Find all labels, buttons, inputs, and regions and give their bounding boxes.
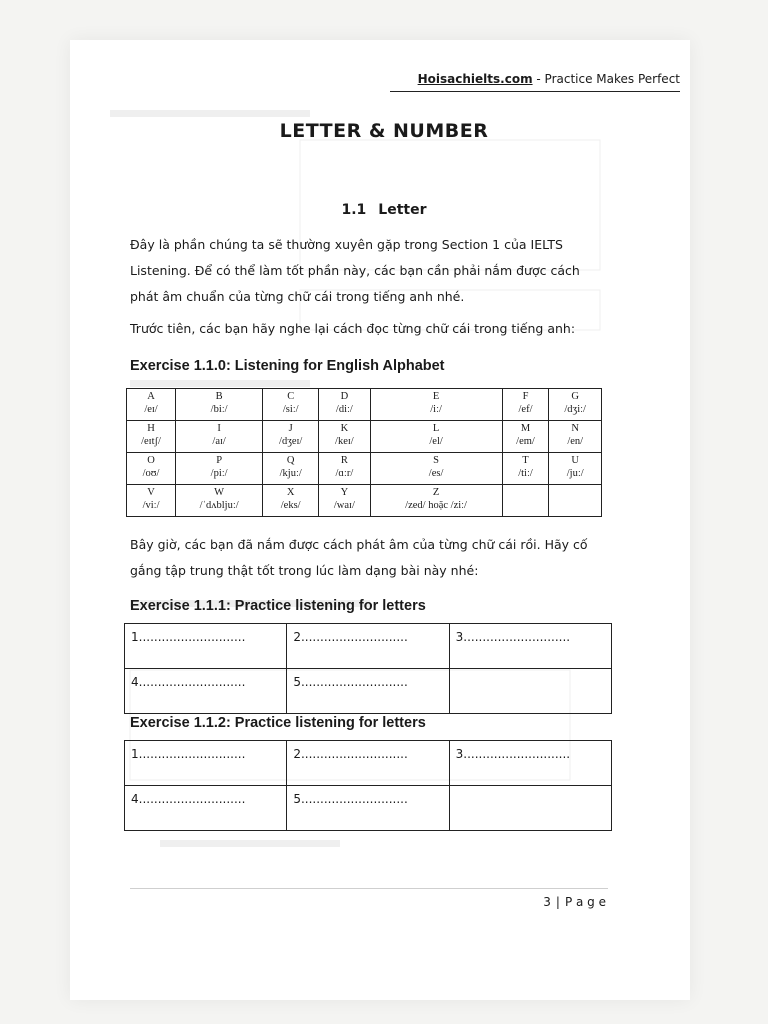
alphabet-letter: H bbox=[147, 423, 155, 434]
alphabet-cell bbox=[127, 485, 176, 517]
alphabet-cell bbox=[263, 453, 319, 485]
alphabet-letter: J bbox=[288, 423, 293, 434]
alphabet-letter: V bbox=[147, 487, 155, 498]
alphabet-cell bbox=[127, 389, 176, 421]
answer-row bbox=[125, 624, 612, 669]
alphabet-cell bbox=[127, 453, 176, 485]
alphabet-letter: O bbox=[147, 455, 155, 466]
alphabet-letter: K bbox=[340, 423, 349, 434]
alphabet-cell bbox=[319, 485, 370, 517]
page-title: LETTER & NUMBER bbox=[279, 120, 489, 142]
alphabet-cell bbox=[319, 453, 370, 485]
answer-row bbox=[125, 741, 612, 786]
answer-blank-1[interactable]: 1............................ bbox=[125, 741, 287, 786]
alphabet-letter: I bbox=[217, 423, 221, 434]
alphabet-row bbox=[127, 485, 602, 517]
alphabet-letter: U bbox=[571, 455, 579, 466]
alphabet-ipa: /diː/ bbox=[335, 404, 353, 415]
section-label: Letter bbox=[378, 202, 427, 218]
header-divider bbox=[390, 91, 680, 92]
alphabet-ipa: /oʊ/ bbox=[142, 468, 160, 479]
alphabet-ipa: /viː/ bbox=[142, 500, 160, 511]
exercise-111-answer-table bbox=[124, 623, 612, 714]
instruction-paragraph: Trước tiên, các bạn hãy nghe lại cách đọc từng chữ cái trong tiếng anh: bbox=[130, 321, 576, 336]
page-number: 3 bbox=[543, 895, 551, 909]
alphabet-ipa: /ɑːr/ bbox=[335, 468, 354, 479]
page-footer bbox=[543, 895, 606, 909]
answer-blank-2[interactable]: 2............................ bbox=[287, 741, 449, 786]
alphabet-cell bbox=[263, 485, 319, 517]
alphabet-cell bbox=[502, 453, 549, 485]
alphabet-ipa: /eks/ bbox=[280, 500, 301, 511]
alphabet-cell bbox=[549, 421, 602, 453]
alphabet-cell bbox=[127, 421, 176, 453]
alphabet-ipa: /siː/ bbox=[282, 404, 299, 415]
alphabet-letter: Q bbox=[286, 455, 295, 466]
alphabet-ipa: /aɪ/ bbox=[212, 436, 226, 447]
alphabet-ipa: /en/ bbox=[567, 436, 584, 447]
alphabet-cell bbox=[263, 421, 319, 453]
section-number: 1.1 bbox=[341, 202, 367, 218]
alphabet-ipa: /biː/ bbox=[210, 404, 228, 415]
alphabet-ipa: /waɪ/ bbox=[333, 500, 355, 511]
alphabet-ipa: /dʒeɪ/ bbox=[279, 436, 303, 447]
answer-row bbox=[125, 669, 612, 714]
alphabet-cell bbox=[263, 389, 319, 421]
alphabet-ipa: /ef/ bbox=[518, 404, 533, 415]
page-label: P a g e bbox=[564, 895, 606, 909]
alphabet-ipa: /kjuː/ bbox=[279, 468, 302, 479]
answer-row bbox=[125, 786, 612, 831]
header-site-link[interactable]: Hoisachielts.com bbox=[417, 72, 533, 86]
footer-divider bbox=[130, 888, 608, 889]
alphabet-ipa: /el/ bbox=[429, 436, 443, 447]
alphabet-ipa: /eɪtʃ/ bbox=[141, 436, 161, 447]
footer-separator: | bbox=[555, 895, 560, 909]
answer-blank-3[interactable]: 3............................ bbox=[449, 741, 611, 786]
section-heading bbox=[0, 202, 768, 218]
alphabet-letter: Y bbox=[340, 487, 349, 498]
intro-paragraph: Đây là phần chúng ta sẽ thường xuyên gặp trong Section 1 của IELTS Listening. Để có thể làm tốt phần này, các bạn cần phải nắm được cách phát âm chuẩn của từng chữ cái trong tiếng anh nhé. bbox=[130, 237, 580, 304]
alphabet-ipa: /eɪ/ bbox=[144, 404, 158, 415]
alphabet-cell bbox=[176, 389, 263, 421]
alphabet-cell bbox=[319, 421, 370, 453]
alphabet-letter: X bbox=[286, 487, 295, 498]
exercise-111-heading: Exercise 1.1.1: Practice listening for letters bbox=[130, 598, 426, 614]
exercise-112-answer-table bbox=[124, 740, 612, 831]
document-page bbox=[70, 40, 690, 1000]
alphabet-cell bbox=[502, 421, 549, 453]
alphabet-ipa: /juː/ bbox=[566, 468, 584, 479]
alphabet-letter: P bbox=[216, 455, 223, 466]
alphabet-letter: A bbox=[147, 391, 155, 402]
alphabet-cell bbox=[502, 389, 549, 421]
page-header bbox=[418, 72, 680, 86]
alphabet-ipa: /iː/ bbox=[430, 404, 442, 415]
alphabet-letter: F bbox=[522, 391, 529, 402]
alphabet-letter: C bbox=[287, 391, 295, 402]
alphabet-cell bbox=[176, 485, 263, 517]
answer-blank-5[interactable]: 5............................ bbox=[287, 669, 449, 714]
alphabet-letter: M bbox=[520, 423, 531, 434]
alphabet-letter: G bbox=[571, 391, 579, 402]
answer-blank-5[interactable]: 5............................ bbox=[287, 786, 449, 831]
alphabet-cell bbox=[549, 389, 602, 421]
alphabet-letter: D bbox=[340, 391, 349, 402]
alphabet-cell-empty bbox=[549, 485, 602, 517]
answer-cell-empty bbox=[449, 786, 611, 831]
answer-blank-4[interactable]: 4............................ bbox=[125, 669, 287, 714]
bleed-through-text bbox=[70, 40, 690, 1000]
alphabet-letter: T bbox=[522, 455, 529, 466]
alphabet-cell bbox=[370, 389, 502, 421]
alphabet-cell bbox=[370, 485, 502, 517]
alphabet-letter: E bbox=[432, 391, 440, 402]
alphabet-cell bbox=[370, 453, 502, 485]
alphabet-ipa: /es/ bbox=[428, 468, 444, 479]
alphabet-ipa: /keɪ/ bbox=[335, 436, 354, 447]
alphabet-letter: B bbox=[215, 391, 223, 402]
transition-paragraph: Bây giờ, các bạn đã nắm được cách phát âm của từng chữ cái rồi. Hãy cố gắng tập trung thật tốt trong lúc làm dạng bài này nhé: bbox=[130, 537, 588, 578]
answer-cell-empty bbox=[449, 669, 611, 714]
alphabet-cell bbox=[370, 421, 502, 453]
alphabet-cell-empty bbox=[502, 485, 549, 517]
alphabet-letter: S bbox=[433, 455, 439, 466]
alphabet-letter: W bbox=[214, 487, 225, 498]
answer-blank-1[interactable]: 1............................ bbox=[125, 624, 287, 669]
alphabet-ipa: /tiː/ bbox=[518, 468, 533, 479]
alphabet-cell bbox=[319, 389, 370, 421]
alphabet-letter: Z bbox=[432, 487, 440, 498]
alphabet-row bbox=[127, 389, 602, 421]
alphabet-ipa: /em/ bbox=[516, 436, 535, 447]
answer-blank-3[interactable]: 3............................ bbox=[449, 624, 611, 669]
header-tagline: - Practice Makes Perfect bbox=[532, 72, 680, 86]
alphabet-cell bbox=[176, 421, 263, 453]
alphabet-ipa: /ˈdʌbljuː/ bbox=[199, 500, 239, 511]
alphabet-ipa: /piː/ bbox=[210, 468, 228, 479]
exercise-110-heading: Exercise 1.1.0: Listening for English Alphabet bbox=[130, 358, 445, 374]
alphabet-ipa: /zed/ hoặc /ziː/ bbox=[405, 500, 467, 511]
alphabet-letter: R bbox=[340, 455, 348, 466]
alphabet-letter: N bbox=[571, 423, 579, 434]
answer-blank-4[interactable]: 4............................ bbox=[125, 786, 287, 831]
alphabet-row bbox=[127, 453, 602, 485]
answer-blank-2[interactable]: 2............................ bbox=[287, 624, 449, 669]
alphabet-table bbox=[126, 388, 602, 517]
alphabet-cell bbox=[549, 453, 602, 485]
alphabet-letter: L bbox=[432, 423, 440, 434]
alphabet-ipa: /dʒiː/ bbox=[564, 404, 586, 415]
exercise-112-heading: Exercise 1.1.2: Practice listening for letters bbox=[130, 715, 426, 731]
alphabet-cell bbox=[176, 453, 263, 485]
alphabet-row bbox=[127, 421, 602, 453]
